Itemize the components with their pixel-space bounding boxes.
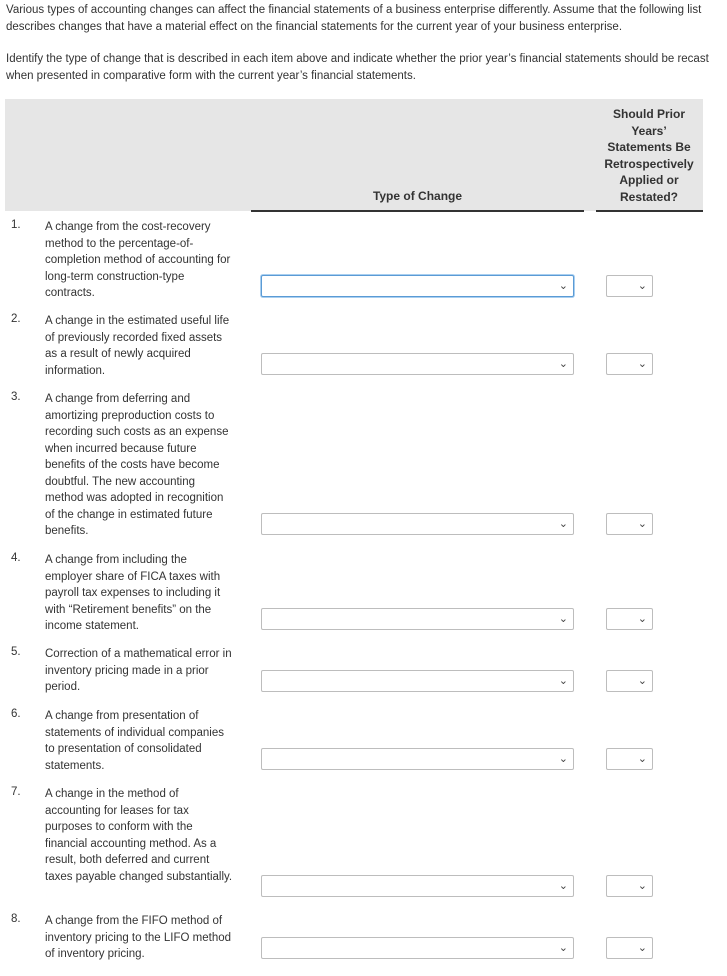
row-number: 5.: [11, 646, 21, 658]
instructions-paragraph-2: Identify the type of change that is described in each item above and indicate whether the prior year’s financial statements should be recast when presented in comparative form with the current year’s financial statements.: [6, 53, 709, 82]
restate-header: [596, 106, 702, 205]
chevron-down-icon: ⌄: [558, 280, 568, 292]
chevron-down-icon: ⌄: [637, 280, 647, 292]
chevron-down-icon: ⌄: [558, 358, 568, 370]
row-description: A change from including the employer share of FICA taxes with payroll tax expenses to including it with “Retirement benefits” on the income statement.: [45, 554, 221, 632]
restate-select-1[interactable]: [606, 275, 653, 297]
row-description: A change from presentation of statements of individual companies to presentation of consolidated statements.: [45, 710, 224, 772]
chevron-down-icon: ⌄: [637, 880, 647, 892]
row-description: A change in the estimated useful life of previously recorded fixed assets as a result of newly acquired information.: [45, 315, 230, 377]
restate-select-4[interactable]: [606, 608, 653, 630]
restate-header-line: Statements Be: [607, 140, 691, 154]
row-number: 8.: [11, 913, 21, 925]
restate-select-3[interactable]: [606, 513, 653, 535]
restate-select-7[interactable]: [606, 875, 653, 897]
chevron-down-icon: ⌄: [558, 675, 568, 687]
chevron-down-icon: ⌄: [558, 942, 568, 954]
chevron-down-icon: ⌄: [637, 942, 647, 954]
restate-header-line: Should Prior: [613, 107, 685, 121]
chevron-down-icon: ⌄: [637, 675, 647, 687]
restate-header-line: Years’: [631, 123, 667, 138]
type-of-change-select-3[interactable]: [261, 513, 574, 535]
type-of-change-select-4[interactable]: [261, 608, 574, 630]
chevron-down-icon: ⌄: [637, 358, 647, 370]
type-of-change-select-1[interactable]: [261, 275, 574, 297]
chevron-down-icon: ⌄: [637, 518, 647, 530]
chevron-down-icon: ⌄: [637, 753, 647, 765]
chevron-down-icon: ⌄: [637, 613, 647, 625]
restate-select-2[interactable]: [606, 353, 653, 375]
restate-select-8[interactable]: [606, 937, 653, 959]
row-number: 7.: [11, 786, 21, 798]
row-number: 6.: [11, 708, 21, 720]
row-description: A change in the method of accounting for leases for tax purposes to conform with the financial accounting method. As a result, both deferred and current taxes payable changed substantially.: [45, 788, 233, 883]
restate-header-line: Retrospectively: [604, 156, 694, 171]
chevron-down-icon: ⌄: [558, 753, 568, 765]
row-description: A change from deferring and amortizing preproduction costs to recording such costs as an expense when incurred because future benefits of the costs have become doubtful. The new accounting method was adopted in recognition of the change in estimated future benefits.: [45, 393, 229, 537]
restate-header-line: Restated?: [619, 189, 678, 204]
restate-select-5[interactable]: [606, 670, 653, 692]
restate-select-6[interactable]: [606, 748, 653, 770]
row-number: 4.: [11, 552, 21, 564]
row-description: A change from the cost-recovery method to the percentage-of-completion method of accounting for long-term construction-type contracts.: [45, 221, 231, 299]
type-of-change-select-2[interactable]: [261, 353, 574, 375]
type-of-change-select-6[interactable]: [261, 748, 574, 770]
row-number: 1.: [11, 219, 21, 231]
chevron-down-icon: ⌄: [558, 613, 568, 625]
type-of-change-header: Type of Change: [372, 189, 463, 203]
type-of-change-select-5[interactable]: [261, 670, 574, 692]
type-header-rule: [251, 210, 584, 212]
row-description: Correction of a mathematical error in inventory pricing made in a prior period.: [45, 648, 232, 693]
instructions-paragraph-1: Various types of accounting changes can affect the financial statements of a business enterprise differently. Assume that the following list describes changes that have a material effect on the financial statements for the current year of your business enterprise.: [6, 4, 702, 33]
type-of-change-select-8[interactable]: [261, 937, 574, 959]
row-description: A change from the FIFO method of inventory pricing to the LIFO method of inventory pricing.: [45, 915, 232, 960]
restate-header-line: Applied or: [619, 173, 679, 187]
row-number: 2.: [11, 313, 21, 325]
row-number: 3.: [11, 391, 21, 403]
chevron-down-icon: ⌄: [558, 880, 568, 892]
restate-header-rule: [596, 210, 703, 212]
chevron-down-icon: ⌄: [558, 518, 568, 530]
type-of-change-select-7[interactable]: [261, 875, 574, 897]
